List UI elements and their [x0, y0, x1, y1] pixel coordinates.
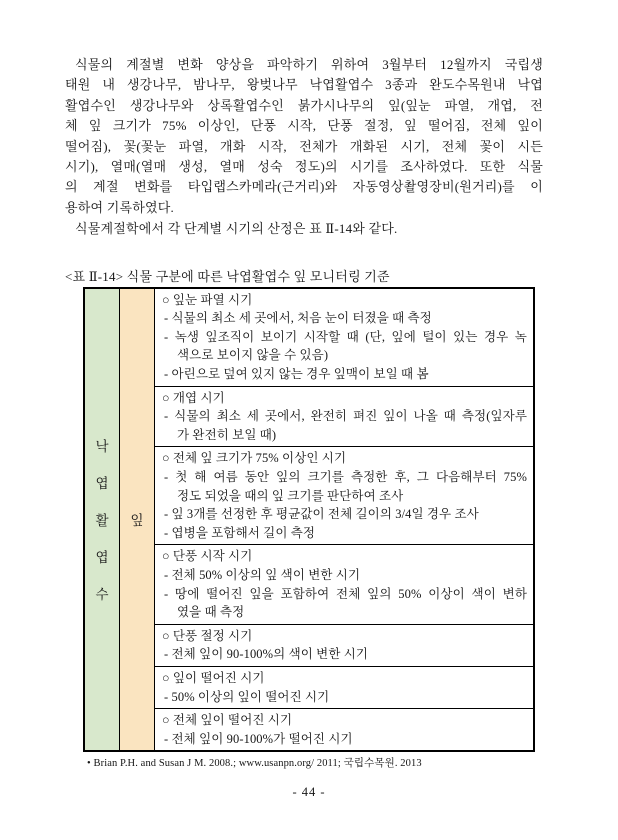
paragraph-line: 활엽수인 생강나무와 상록활엽수인 붉가시나무의 잎(잎눈 파열, 개엽, 전: [65, 97, 543, 113]
table-row-5: [155, 625, 533, 667]
criteria-line: - 잎 3개를 선정한 후 평균값이 전체 길이의 3/4일 경우 조사: [164, 507, 479, 522]
paragraph-2: [65, 219, 543, 239]
criteria-line: - 전체 잎이 90-100%가 떨어진 시기: [164, 731, 353, 746]
criteria-line: ○ 전체 잎 크기가 75% 이상인 시기: [162, 451, 347, 466]
paragraph-line: 의 계절 변화를 타입랩스카메라(근거리)와 자동영상촬영장비(원거리)를 이: [65, 179, 543, 195]
criteria-line: ○ 개엽 시기: [162, 390, 225, 405]
table-caption: <표 Ⅱ-14> 식물 구분에 따른 낙엽활엽수 잎 모니터링 기준: [65, 268, 390, 284]
page-number: - 44 -: [292, 785, 326, 799]
criteria-line: - 식물의 최소 세 곳에서, 완전히 펴진 잎이 나올 때 측정(잎자루: [164, 409, 527, 424]
paragraph-line: 식물의 계절별 변화 양상을 파악하기 위하여 3월부터 12월까지 국립생: [75, 57, 543, 72]
criteria-line: 가 완전히 보일 때): [177, 427, 277, 442]
species-char: 엽: [95, 550, 109, 566]
criteria-line: - 전체 잎이 90-100%의 색이 변한 시기: [164, 647, 369, 662]
criteria-line: - 첫 해 여름 동안 잎의 크기를 측정한 후, 그 다음해부터 75%: [164, 470, 527, 484]
paragraph-line: 떨어짐), 꽃(꽃눈 파열, 개화 시작, 전체가 개화된 시기, 전체 꽃이 시든: [65, 138, 543, 154]
paragraph-1: [65, 55, 543, 218]
species-char: 낙: [95, 439, 109, 455]
table-row-7: [155, 709, 533, 750]
table-row-6: [155, 667, 533, 709]
criteria-line: ○ 단풍 시작 시기: [162, 549, 253, 564]
species-char: 활: [95, 513, 109, 529]
criteria-line: - 엽병을 포함해서 길이 측정: [164, 525, 316, 540]
criteria-line: ○ 잎눈 파열 시기: [162, 292, 253, 307]
species-char: 엽: [95, 476, 109, 492]
criteria-line: - 전체 50% 이상의 잎 색이 변한 시기: [164, 567, 361, 582]
species-char: 수: [95, 587, 109, 603]
paragraph-line: 식물계절학에서 각 단계별 시기의 산정은 표 Ⅱ-14와 같다.: [75, 221, 398, 237]
criteria-line: 색으로 보이지 않을 수 있음): [177, 348, 329, 363]
plant-part-cell: [120, 289, 155, 751]
criteria-line: ○ 단풍 절정 시기: [162, 628, 253, 643]
table-row-4: [155, 545, 533, 624]
criteria-line: 정도 되었을 때의 잎 크기를 판단하여 조사: [177, 488, 404, 503]
species-group-cell: [85, 289, 120, 751]
plant-part-label: 잎: [130, 513, 144, 529]
table-row-3: [155, 447, 533, 545]
criteria-line: ○ 전체 잎이 떨어진 시기: [162, 713, 293, 728]
criteria-line: - 아린으로 덮여 있지 않는 경우 잎맥이 보일 때 봄: [164, 367, 429, 382]
criteria-line: 였을 때 측정: [177, 605, 245, 620]
paragraph-line: 태원 내 생강나무, 밤나무, 왕벚나무 낙엽활엽수 3종과 완도수목원내 낙엽: [65, 77, 543, 93]
criteria-line: ○ 잎이 떨어진 시기: [162, 670, 265, 685]
table-row-1: [155, 289, 533, 387]
criteria-line: - 식물의 최소 세 곳에서, 처음 눈이 터졌을 때 측정: [164, 311, 432, 326]
paragraph-line: 용하여 기록하였다.: [65, 199, 174, 215]
footnote-citation: • Brian P.H. and Susan J M. 2008.; www.usanpn.org/ 2011; 국립수목원. 2013: [87, 758, 422, 770]
paragraph-line: 시기), 열매(열매 생성, 열매 성숙 정도)의 시기를 조사하였다. 또한 식물: [65, 159, 543, 175]
criteria-line: - 녹생 잎조직이 보이기 시작할 때 (단, 잎에 털이 있는 경우 녹: [164, 329, 527, 344]
criteria-line: - 땅에 떨어진 잎을 포함하여 전체 잎의 50% 이상이 색이 변하: [164, 586, 527, 601]
table-row-2: [155, 387, 533, 448]
criteria-line: - 50% 이상의 잎이 떨어진 시기: [164, 689, 330, 704]
paragraph-line: 체 잎 크기가 75% 이상인, 단풍 시작, 단풍 절정, 잎 떨어짐, 전체 잎이: [65, 118, 543, 134]
monitoring-criteria-table: [83, 287, 535, 753]
criteria-rows: [155, 289, 533, 751]
